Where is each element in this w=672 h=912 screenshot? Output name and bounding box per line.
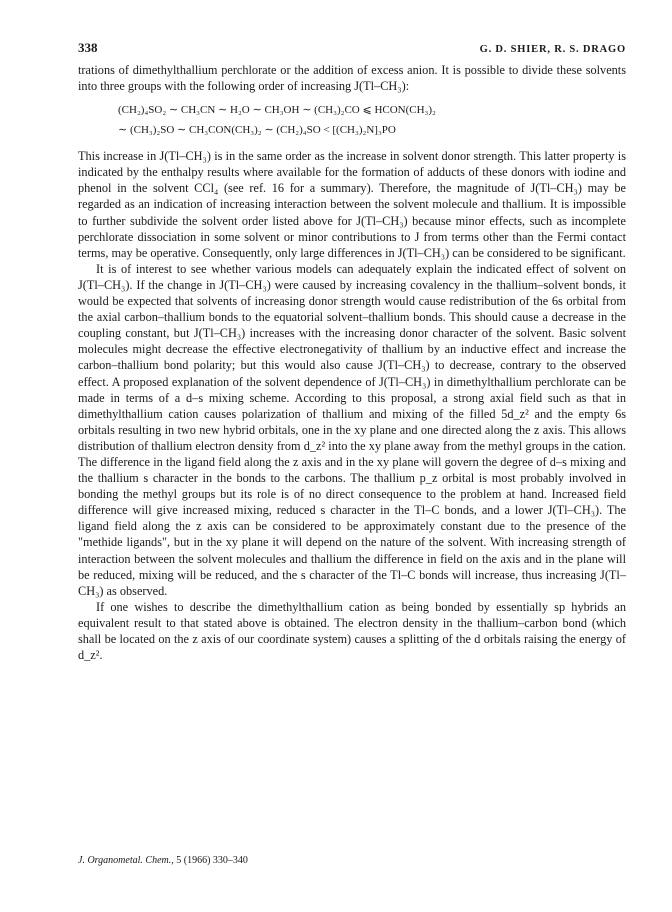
journal-volume-pages: 5 (1966) 330–340 (176, 855, 248, 866)
page-number: 338 (78, 40, 98, 55)
running-head-authors: G. D. SHIER, R. S. DRAGO (479, 44, 626, 55)
journal-name: J. Organometal. Chem., (78, 855, 174, 866)
paragraph-2: This increase in J(Tl–CH₃) is in the same order as the increase in solvent donor strength. This latter property is indicated by the enthalpy results where available for the formation of adducts of these donors with iodine and phenol in the solvent CCl₄ (see ref. 16 for a summary). Therefore, the magnitude of J(Tl–CH₃) may be regarded as an indication of increasing interaction between the solvent molecule and thallium. It is impossible to further subdivide the solvent order listed above for J(Tl–CH₃) because minor effects, such as incomplete perchlorate dissociation in some solvent or minor contributions to J from terms other than the Fermi contact terms, may be operative. Consequently, only large differences in J(Tl–CH₃) can be considered to be significant. (78, 149, 626, 260)
page-header (78, 40, 626, 62)
solvent-order-line-2: ∼ (CH₃)₂SO ∼ CH₃CON(CH₃)₂ ∼ (CH₂)₄SO < [(CH₃)₂N]₃PO (118, 124, 396, 137)
paragraph-4: If one wishes to describe the dimethylthallium cation as being bonded by essentially sp hybrids an equivalent result to that stated above is obtained. The electron density in the thallium–carbon bond (which shall be located on the z axis of our coordinate system) causes a splitting of the d orbitals raising the energy of d_z². (78, 599, 626, 663)
paragraph-3: It is of interest to see whether various models can adequately explain the indicated effect of solvent on J(Tl–CH₃). If the change in J(Tl–CH₃) were caused by increasing covalency in the thallium–solvent bonds, it would be expected that solvents of increasing donor strength would cause redistribution of the 6s orbital from the axial carbon–thallium bonds to the equatorial solvent–thallium bonds. This should cause a decrease in the coupling constant, but J(Tl–CH₃) increases with the increasing donor character of the solvent. Basic solvent molecules might decrease the effective electronegativity of thallium by an inductive effect and increase the carbon–thallium bond polarity; but this would also cause J(Tl–CH₃) to decrease, contrary to the observed effect. A proposed explanation of the solvent dependence of J(Tl–CH₃) in dimethylthallium perchlorate can be made in terms of a d–s mixing scheme. According to this proposal, a strong axial field such as that in dimethylthallium cation causes polarization of thallium and mixing of the filled 5d_z² and the empty 6s orbitals resulting in two new hybrid orbitals, one in the xy plane and one directed along the z axis. This allows distribution of thallium electron density from d_z² into the xy plane away from the methyl groups in the cation. The difference in the ligand field along the z axis and in the xy plane will govern the degree of d–s mixing and the thallium s character in the bonds to the carbons. The thallium p_z orbital is most probably involved in bonding the methyl groups but its role is of no direct consequence to the problem at hand. Increased field difference will give increased mixing, reduced s character in the Tl–C bonds, and a lower J(Tl–CH₃). The ligand field along the z axis can be considered to be approximately constant due to the presence of the "methide ligands", but in the xy plane it will depend on the nature of the solvent. With increasing strength of interaction between the solvent molecules and thallium the difference in field on the axis and in the plane will be reduced, mixing will be reduced, and the s character of the Tl–C bonds will increase, thus increasing J(Tl–CH₃) as observed. (78, 261, 626, 598)
article-text (78, 62, 626, 663)
solvent-order-line-1: (CH₂)₄SO₂ ∼ CH₃CN ∼ H₂O ∼ CH₃OH ∼ (CH₃)₂CO ⩽ HCON(CH₃)₂ (118, 104, 436, 117)
page-body (78, 40, 626, 663)
paragraph-1: trations of dimethylthallium perchlorate or the addition of excess anion. It is possible to divide these solvents into three groups with the following order of increasing J(Tl–CH₃): (78, 63, 626, 94)
journal-footer (78, 855, 248, 866)
